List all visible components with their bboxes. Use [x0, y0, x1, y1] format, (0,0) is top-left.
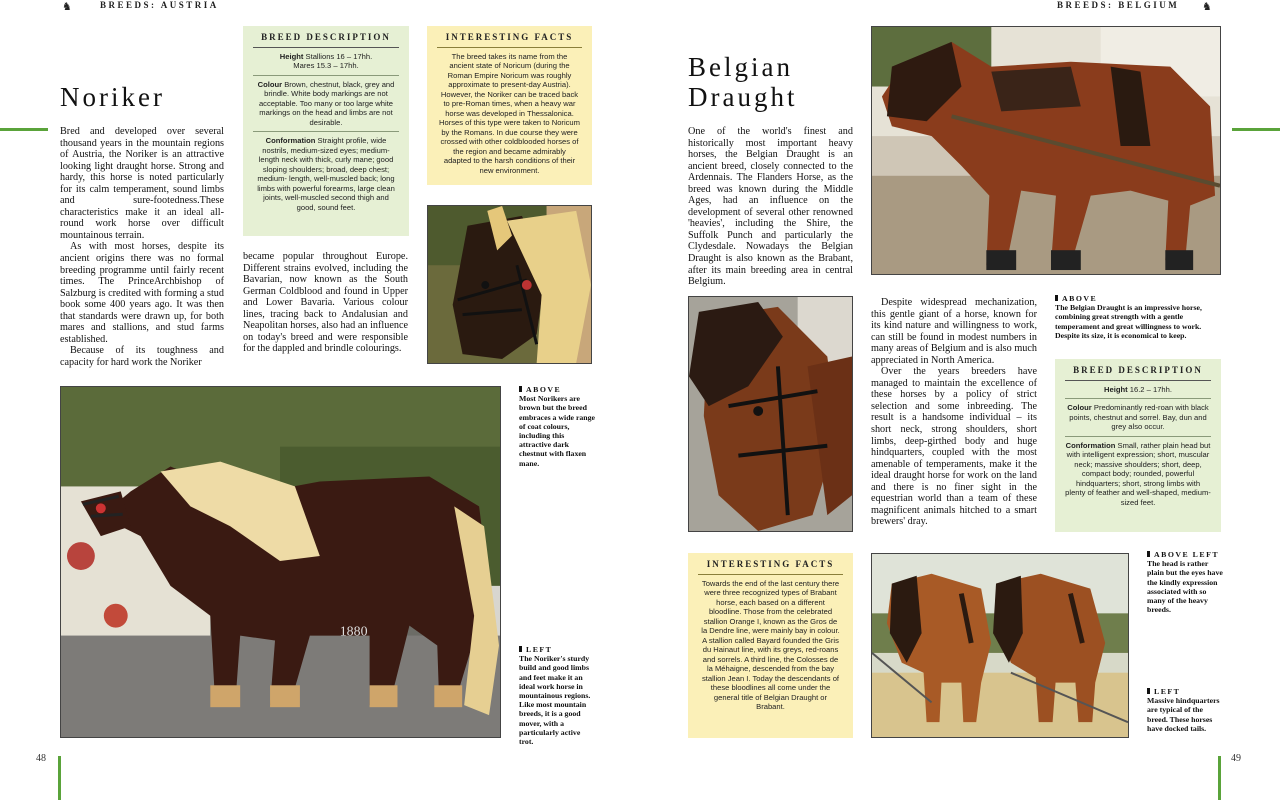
caption-left-label: LEFT [519, 645, 595, 654]
interesting-facts-text: The breed takes its name from the ancient state of Noricum (during the Roman Empire Noricum was roughly approximate to present-day Austria). However, the Noriker can be traced back to pre-Roman times, when a heavy war horse was developed in Thessalonica. Horses of this type were taken to Noricum by the Romans. In due course they were crossed with other coldblooded horses of the region and became admirably adapted to the harsh conditions of their new environment. [439, 51, 580, 175]
noriker-head-photo [427, 205, 592, 364]
caption-above-label: ABOVE [519, 385, 595, 394]
body-paragraph: One of the world's finest and historically most important heavy horses, the Belgian Draught is an ancient breed, closely connected to the Ardennais. The Flanders Horse, as the breed was known during the Middle Ages, had an influence on the development of several other renowned 'heavies', including the Shire, the Suffolk Punch and particularly the Clydesdale. Nowadays the Belgian Draught is also known as the Brabant, after its main breeding area in central Belgium. [688, 126, 853, 288]
height-label: Height [279, 51, 304, 61]
breed-colour-section [1065, 399, 1211, 437]
colour-label: Colour [257, 79, 283, 89]
body-paragraph: Over the years breeders have managed to maintain the excellence of these horses by a policy of strict selection and some inbreeding. The result is a handsome individual – its short neck, strong shoulders, short limbs, deep-girthed body and huge hindquarters, coupled with the most amenable of temperaments, make it the ideal draught horse for work on the land and there is no finer sight in the equestrian world than a team of these magnificent animals hitched to a smart brewers' dray. [871, 366, 1037, 528]
page-number-left: 48 [36, 753, 46, 764]
interesting-facts-box-left [427, 26, 592, 185]
height-value: Stallions 16 – 17hh. [305, 51, 373, 61]
caption-above-right-page [1055, 294, 1225, 340]
interesting-facts-text: Towards the end of the last century there were three recognized types of Brabant horse, each based on a different bloodline. Those from the celebrated stallion Orange I, known as the Gros de la Dendre line, were mainly bay in colour. A stallion called Bayard founded the Gris du Hainaut line, with its greys, red-roans and sorrels. A third line, the Colosses de la Méhaigne, descended from the bay stallion Jean I. Today the descendants of these bloodlines all come under the general title of Belgian Draught or Brabant. [701, 578, 840, 711]
breed-conformation-section [253, 132, 399, 216]
body-paragraph: As with most horses, despite its ancient origins there was no formal breeding programme until fairly recent times. The PrinceArchbishop of Salzburg is credited with forming a stud book some 400 years ago. It was then that standards were drawn up, for both mares and stallions, and stud farms established. [60, 241, 224, 345]
interesting-facts-box-right [688, 553, 853, 738]
breed-colour-section [253, 76, 399, 133]
caption-above-left-label: ABOVE LEFT [1147, 550, 1223, 559]
caption-left-text: The Noriker's sturdy build and good limbs and feet make it an ideal work horse in mountainous regions. Like most mountain breeds, it is a good mover, with a particularly active trot. [519, 654, 591, 747]
page-number-right: 49 [1231, 753, 1241, 764]
conformation-value: Straight profile, wide nostrils, medium-sized eyes; medium-length neck with thick, curly mane; good sloping shoulders; broad, deep chest; medium- length, well-muscled back; long limbs with powerful forearms, large clean joints, well-muscled second thigh and good, sound feet. [257, 136, 395, 212]
green-accent-rule-right [1232, 128, 1280, 131]
belgian-draught-head-photo [688, 296, 853, 532]
breed-height-section [253, 48, 399, 76]
colour-value: Predominantly red-roan with black points, chestnut and sorrel. Bay, dun and grey also occur. [1069, 403, 1209, 431]
interesting-facts-heading: INTERESTING FACTS [698, 553, 843, 575]
caption-left-label: LEFT [1147, 687, 1223, 696]
height-label: Height [1104, 384, 1128, 394]
body-paragraph: Because of its toughness and capacity for hard work the Noriker [60, 345, 224, 368]
caption-above-label: ABOVE [1055, 294, 1225, 303]
conformation-label: Conformation [1065, 440, 1116, 450]
breed-description-heading: BREED DESCRIPTION [253, 26, 399, 48]
title-line-2: Draught [688, 82, 798, 112]
body-paragraph: Despite widespread mechanization, this gentle giant of a horse, known for its kind nature and willingness to work, can still be found in modest numbers in many areas of Belgium and is also much appreciated in North America. [871, 297, 1037, 366]
title-line-1: Belgian [688, 52, 793, 82]
height-value-mares: Mares 15.3 – 17hh. [293, 61, 359, 70]
conformation-label: Conformation [265, 136, 316, 145]
noriker-main-photo [60, 386, 501, 738]
running-head-left: BREEDS: AUSTRIA [100, 0, 219, 10]
body-paragraph: Bred and developed over several thousand years in the mountain regions of Austria, the Noriker is an attractive looking light draught horse. Strong and hardy, this horse is noted particularly for its calm temperament, sound limbs and sure-footedness.These characteristics make it an ideal all-round work horse over difficult mountainous terrain. [60, 126, 224, 241]
colour-label: Colour [1067, 403, 1092, 412]
belgian-draught-hindquarters-photo [871, 553, 1129, 738]
caption-above-left-right-page [1147, 550, 1223, 614]
body-column-2-left [243, 251, 408, 355]
belgian-draught-harness-photo [871, 26, 1221, 275]
breed-description-box-right [1055, 359, 1221, 532]
green-accent-bar-right [1218, 756, 1221, 800]
interesting-facts-heading: INTERESTING FACTS [437, 26, 582, 48]
green-accent-rule-left [0, 128, 48, 131]
colour-value: Brown, chestnut, black, grey and brindle. White body markings are not acceptable. Too many or too large white markings on the head and limbs are not desirable. [258, 79, 395, 127]
breed-height-section [1065, 381, 1211, 400]
breed-description-heading: BREED DESCRIPTION [1065, 359, 1211, 381]
horse-logo-icon: ♞ [1202, 0, 1212, 13]
breed-description-box-left [243, 26, 409, 236]
caption-above-left-page [519, 385, 595, 468]
trough-number-text: 1880 [339, 624, 368, 640]
caption-left-text: Massive hindquarters are typical of the breed. These horses have docked tails. [1147, 696, 1220, 733]
green-accent-bar-left [58, 756, 61, 800]
caption-above-left-text: The head is rather plain but the eyes have the kindly expression associated with so many of the heavy breeds. [1147, 559, 1223, 615]
horse-logo-icon: ♞ [62, 0, 72, 13]
caption-left-left-page [519, 645, 595, 746]
conformation-value: Small, rather plain head but with intelligent expression; short, muscular neck; massive shoulders; short, deep, compact body; rounded, powerful hindquarters; short, strong limbs with plenty of feather and well-shaped, medium-sized feet. [1065, 440, 1211, 507]
body-column-2-right [871, 297, 1037, 528]
caption-above-text: Most Norikers are brown but the breed embraces a wide range of coat colours, including this attractive dark chestnut with flaxen mane. [519, 394, 596, 468]
page-title-belgian-draught [688, 52, 797, 112]
caption-above-text: The Belgian Draught is an impressive horse, combining great strength with a gentle temperament and great willingness to work. Despite its size, it is economical to keep. [1055, 303, 1202, 340]
page-title-noriker: Noriker [60, 82, 165, 112]
running-head-right: BREEDS: BELGIUM [1057, 0, 1180, 10]
caption-left-right-page [1147, 687, 1223, 733]
breed-conformation-section [1065, 437, 1211, 512]
body-column-1-right [688, 126, 853, 288]
height-value: 16.2 – 17hh. [1129, 384, 1172, 394]
body-column-1-left [60, 126, 224, 368]
body-paragraph: became popular throughout Europe. Different strains evolved, including the Bavarian, now known as the South German Coldblood and found in Upper and Lower Bavaria. Various colour lines, tracing back to Andalusian and Neapolitan horses, also had an influence on today's breed and were responsible for the dappled and brindle colourings. [243, 251, 408, 355]
